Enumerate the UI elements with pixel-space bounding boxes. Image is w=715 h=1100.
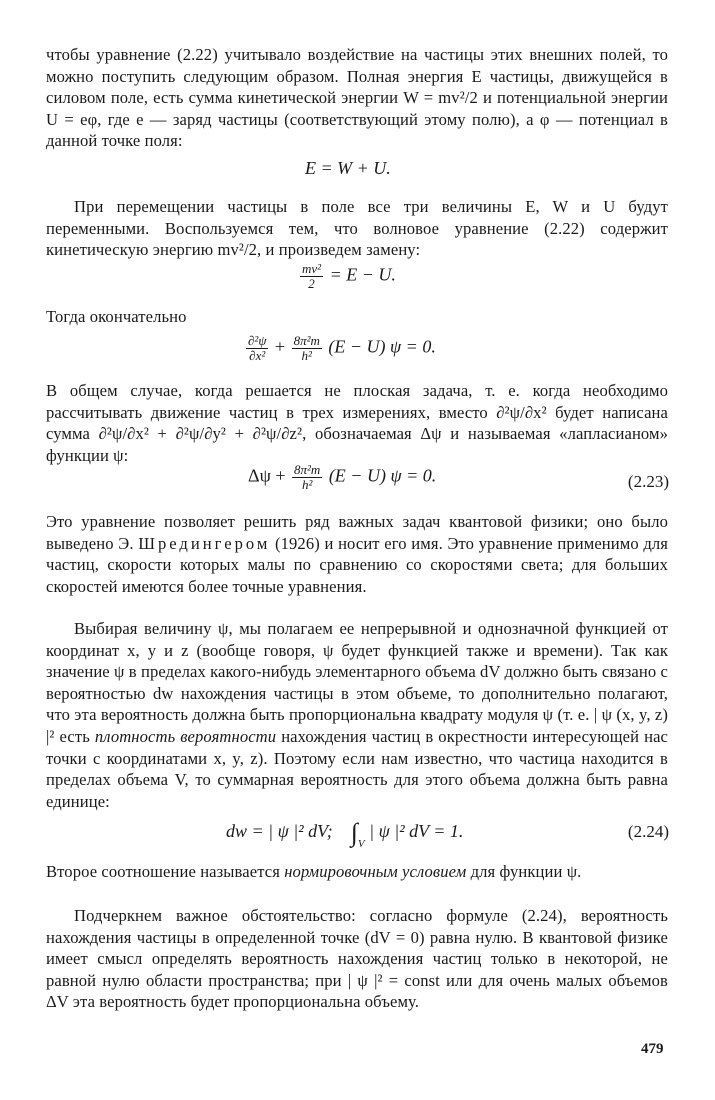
equation-lead: Δψ + <box>248 465 286 486</box>
fraction-numerator: 8π²m <box>294 462 321 477</box>
paragraph-laplacian <box>46 380 668 466</box>
equation-text: E = W + U. <box>305 158 391 178</box>
paragraph-variables <box>46 196 668 261</box>
equation-rest: (E − U) ψ = 0. <box>328 465 437 486</box>
fraction <box>292 463 322 492</box>
text-segment: для функции ψ. <box>470 862 582 881</box>
paragraph-text: Подчеркнем важное обстоятельство: согласно формуле (2.24), вероятность нахождения частицы в определенной точке (dV = 0) равна нулю. В квантовой физике имеет смысл определять вероятность нахождения частиц только в некоторой, не равной нулю области пространства; при | ψ |² = const или для очень малых объемов ΔV эта вероятность будет пропорциональна объему. <box>46 906 668 1012</box>
fraction-denominator: ∂x² <box>249 348 266 363</box>
fraction-numerator: 8π²m <box>293 333 320 348</box>
paragraph-text <box>46 618 668 812</box>
paragraph-text: При перемещении частицы в поле все три величины E, W и U будут переменными. Воспользуемся тем, что волновое уравнение (2.22) содержит кинетическую энергию mv²/2, и произведем замену: <box>46 197 668 260</box>
equation-number: (2.24) <box>627 822 669 841</box>
paragraph-schrodinger-note <box>46 511 668 597</box>
text-segment: (1926) и носит его имя. Это уравнение применимо для частиц, скорости которых малы по сравнению со скоростями света; для больших скоростей имеются более точные уравнения. <box>46 533 669 596</box>
author-name: Шредингером <box>138 533 271 553</box>
text-segment: Выбирая величину ψ, мы полагаем ее непрерывной и однозначной функцией от координат x, y и z (вообще говоря, ψ будет функцией также и времени). Так как значение ψ в пределах какого-нибудь элементарного объема dV должно быть связано с вероятностью dw нахождения частицы в этом объеме, то дополнительно полагают, что эта вероятность должна быть пропорциональна квадрату модуля ψ (т. е. | ψ (x, y, z) |² есть <box>46 619 668 746</box>
paragraph-text: чтобы уравнение (2.22) учитывало воздействие на частицы этих внешних полей, то можно поступить следующим образом. Полная энергия E частицы, движущейся в силовом поле, есть сумма кинетической энергии W = mv²/2 и потенциальной энергии U = eφ, где e — заряд частицы (соответствующий этому полю), а φ — потенциал в данной точке поля: <box>46 45 668 151</box>
fraction-denominator: 2 <box>308 276 315 291</box>
fraction-denominator: h² <box>301 477 313 492</box>
equation-total-energy <box>305 158 391 179</box>
text-segment: нахождения частиц в окрестности интересующей нас точки с координатами x, y, z). Поэтому если нам известно, что частица находится в пределах объема V, то суммарная вероятность для этого объема должна быть равна единице: <box>46 726 668 811</box>
text-segment: Второе соотношение называется <box>46 862 280 881</box>
text-segment: Это уравнение позволяет решить ряд важных задач квантовой физики; оно было выведено Э. <box>46 512 668 553</box>
page-number: 479 <box>641 1041 664 1057</box>
fraction-numerator: ∂²ψ <box>248 333 267 348</box>
paragraph-text <box>46 861 668 883</box>
integral-domain: V <box>357 838 365 851</box>
equation-number: (2.23) <box>627 472 669 491</box>
fraction-numerator: mv² <box>302 261 322 276</box>
fraction <box>300 262 323 291</box>
integral-sign: ∫ <box>350 818 358 847</box>
paragraph-important <box>46 905 668 1013</box>
equation-normalization <box>226 818 463 850</box>
emphasis-term: плотность вероятности <box>94 726 277 746</box>
emphasis-term: нормировочным условием <box>284 862 467 881</box>
equation-left: dw = | ψ |² dV; <box>226 821 333 842</box>
paragraph-text: В общем случае, когда решается не плоская задача, т. е. когда необходимо рассчитывать движение частиц в трех измерениях, вместо ∂²ψ/∂x² будет написана сумма ∂²ψ/∂x² + ∂²ψ/∂y² + ∂²ψ/∂z², обозначаемая Δψ и называемая «лапласианом» функции ψ: <box>46 381 668 465</box>
paragraph-text: Тогда окончательно <box>46 307 187 326</box>
fraction-denominator: h² <box>301 348 312 363</box>
fraction <box>292 334 322 363</box>
equation-rest: = E − U. <box>329 264 396 285</box>
equation-rest: (E − U) ψ = 0. <box>328 336 436 357</box>
equation-right: | ψ |² dV = 1. <box>369 821 464 842</box>
paragraph-text <box>46 511 668 597</box>
paragraph-energy-intro <box>46 44 668 152</box>
equation-substitution <box>298 262 396 291</box>
equation-schrodinger <box>248 463 436 492</box>
paragraph-probability <box>46 618 668 812</box>
fraction <box>246 334 268 363</box>
paragraph-finally <box>46 306 668 328</box>
paragraph-normalization-note <box>46 861 668 883</box>
equation-1d-schrodinger: $\frac{\text{∂²ψ}}{\text{∂x²}}$ + $\frac{\text{8π²m}}{\text{h²}}$ (E − U) ψ = 0. <box>248 333 436 363</box>
